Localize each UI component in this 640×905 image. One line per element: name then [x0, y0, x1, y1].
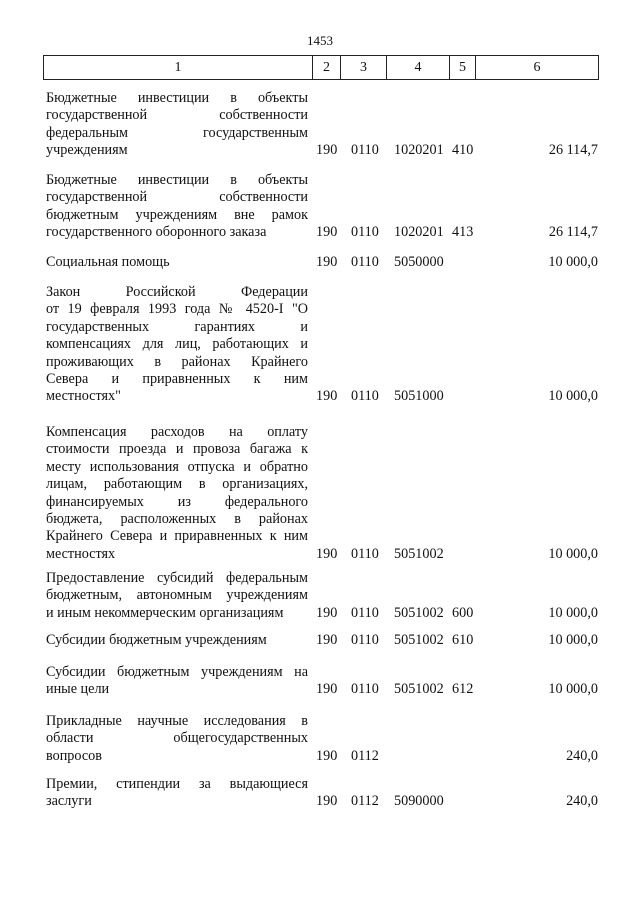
description-line: Субсидии бюджетным учреждениям — [46, 632, 267, 648]
description-line: Бюджетные инвестиции в объекты — [46, 172, 308, 188]
code-section-cell: 0110 — [351, 388, 379, 405]
description-line: заслуги — [46, 793, 92, 810]
amount-cell: 26 114,7 — [548, 224, 598, 241]
description-line: государственной собственности — [46, 107, 308, 124]
code-section-cell: 0110 — [351, 545, 379, 562]
description-line: Социальная помощь — [46, 254, 170, 270]
row-description — [46, 284, 308, 406]
code-chapter-cell: 190 — [316, 604, 338, 621]
code-chapter-cell: 190 — [316, 388, 338, 405]
row-description — [46, 664, 308, 699]
code-target-article-cell: 5051002 — [394, 631, 444, 648]
amount-cell: 10 000,0 — [548, 681, 598, 698]
column-header-5: 5 — [450, 56, 476, 80]
code-section-cell: 0110 — [351, 604, 379, 621]
code-chapter-cell: 190 — [316, 681, 338, 698]
code-section-cell: 0110 — [351, 681, 379, 698]
code-target-article-cell: 1020201 — [394, 142, 444, 159]
code-target-article-cell: 1020201 — [394, 224, 444, 241]
description-line: стоимости проезда и провоза багажа к — [46, 441, 308, 458]
column-header-4: 4 — [387, 56, 450, 80]
description-line: государственного оборонного заказа — [46, 224, 267, 241]
description-line: вопросов — [46, 747, 102, 764]
code-chapter-cell: 190 — [316, 545, 338, 562]
table-row — [0, 254, 640, 271]
table-row — [0, 172, 640, 242]
amount-cell: 240,0 — [566, 747, 598, 764]
description-line: государственных гарантиях и — [46, 318, 308, 335]
row-description — [46, 713, 308, 765]
amount-cell: 10 000,0 — [548, 545, 598, 562]
description-line: Прикладные научные исследования в — [46, 713, 308, 729]
description-line: местностях" — [46, 388, 121, 405]
code-section-cell: 0112 — [351, 793, 379, 810]
code-target-article-cell: 5090000 — [394, 793, 444, 810]
code-expense-type-cell: 410 — [452, 142, 474, 159]
amount-cell: 10 000,0 — [548, 604, 598, 621]
code-chapter-cell: 190 — [316, 793, 338, 810]
row-description — [46, 424, 308, 563]
description-line: местностях — [46, 545, 116, 562]
code-chapter-cell: 190 — [316, 224, 338, 241]
column-header-2: 2 — [313, 56, 341, 80]
description-line: Крайнего Севера и приравненных к ним — [46, 528, 308, 545]
description-line: области общегосударственных — [46, 730, 308, 747]
code-chapter-cell: 190 — [316, 253, 338, 270]
amount-cell: 10 000,0 — [548, 253, 598, 270]
table-row — [0, 632, 640, 649]
description-line: от 19 февраля 1993 года № 4520-I "О — [46, 301, 308, 318]
row-description — [46, 90, 308, 160]
description-line: Предоставление субсидий федеральным — [46, 570, 308, 586]
description-line: Компенсация расходов на оплату — [46, 424, 308, 440]
code-chapter-cell: 190 — [316, 631, 338, 648]
description-line: Закон Российской Федерации — [46, 284, 308, 300]
description-line: учреждениям — [46, 142, 128, 159]
description-line: бюджетным, автономным учреждениям — [46, 587, 308, 604]
code-target-article-cell: 5051002 — [394, 604, 444, 621]
column-header-table — [43, 55, 599, 80]
row-description — [46, 172, 308, 242]
row-description — [46, 254, 308, 271]
code-chapter-cell: 190 — [316, 747, 338, 764]
description-line: месту использования отпуска и обратно — [46, 458, 308, 475]
description-line: и иным некоммерческим организациям — [46, 604, 284, 621]
table-row — [0, 284, 640, 406]
row-description — [46, 776, 308, 811]
table-row — [0, 570, 640, 622]
amount-cell: 10 000,0 — [548, 631, 598, 648]
description-line: государственной собственности — [46, 189, 308, 206]
code-section-cell: 0110 — [351, 253, 379, 270]
row-description — [46, 632, 308, 649]
table-row — [0, 424, 640, 563]
description-line: Субсидии бюджетным учреждениям на — [46, 664, 308, 680]
column-header-6: 6 — [476, 56, 599, 80]
description-line: Бюджетные инвестиции в объекты — [46, 90, 308, 106]
description-line: проживающих в районах Крайнего — [46, 353, 308, 370]
code-section-cell: 0112 — [351, 747, 379, 764]
code-expense-type-cell: 612 — [452, 681, 474, 698]
table-row — [0, 90, 640, 160]
code-chapter-cell: 190 — [316, 142, 338, 159]
code-expense-type-cell: 600 — [452, 604, 474, 621]
code-section-cell: 0110 — [351, 224, 379, 241]
description-line: бюджетным учреждениям вне рамок — [46, 206, 308, 223]
page-number: 1453 — [307, 33, 333, 48]
description-line: лицам, работающим в организациях, — [46, 476, 308, 493]
row-description — [46, 570, 308, 622]
description-line: иные цели — [46, 681, 110, 698]
code-target-article-cell: 5051002 — [394, 681, 444, 698]
code-target-article-cell: 5051002 — [394, 545, 444, 562]
code-target-article-cell: 5051000 — [394, 388, 444, 405]
description-line: федеральным государственным — [46, 124, 308, 141]
column-header-3: 3 — [341, 56, 387, 80]
table-row — [0, 713, 640, 765]
description-line: финансируемых из федерального — [46, 493, 308, 510]
code-expense-type-cell: 413 — [452, 224, 474, 241]
column-header-row — [44, 56, 599, 80]
description-line: Севера и приравненных к ним — [46, 371, 308, 388]
amount-cell: 10 000,0 — [548, 388, 598, 405]
table-row — [0, 776, 640, 811]
code-section-cell: 0110 — [351, 631, 379, 648]
code-section-cell: 0110 — [351, 142, 379, 159]
amount-cell: 240,0 — [566, 793, 598, 810]
code-expense-type-cell: 610 — [452, 631, 474, 648]
code-target-article-cell: 5050000 — [394, 253, 444, 270]
table-row — [0, 664, 640, 699]
description-line: компенсациях для лиц, работающих и — [46, 336, 308, 353]
description-line: Премии, стипендии за выдающиеся — [46, 776, 308, 792]
column-header-1: 1 — [44, 56, 313, 80]
amount-cell: 26 114,7 — [548, 142, 598, 159]
description-line: бюджета, расположенных в районах — [46, 511, 308, 528]
